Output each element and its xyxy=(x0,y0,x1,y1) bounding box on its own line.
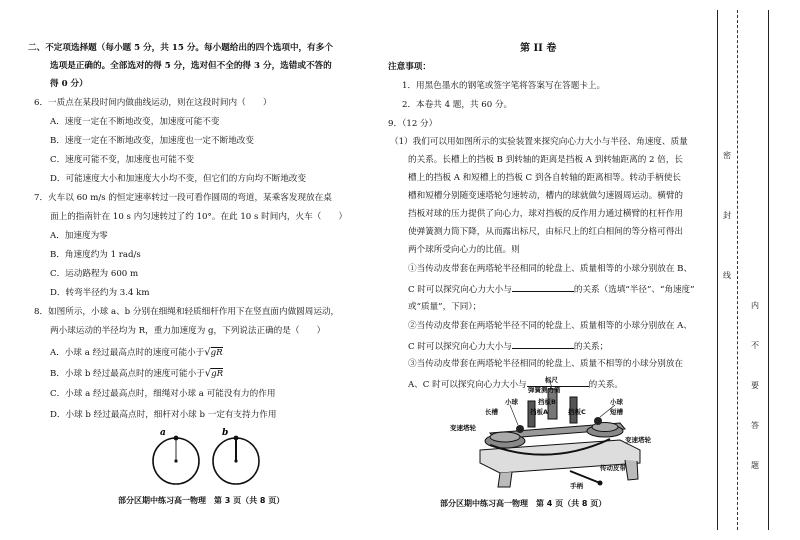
label-baffle-a: 挡板A xyxy=(530,408,549,416)
label-spring: 弹簧测力筒 xyxy=(528,386,561,394)
ball-a xyxy=(174,436,179,441)
item3-line2-pre: A、C 时可以探究向心力大小与 xyxy=(408,380,527,390)
item2-answer-blank[interactable] xyxy=(512,340,574,349)
notice-item-2: 2．本卷共 4 题，共 60 分。 xyxy=(402,100,513,110)
label-handle: 手柄 xyxy=(570,482,583,490)
label-scale: 标尺 xyxy=(545,376,558,384)
right-footer: 部分区期中练习高一物理 第 4 页（共 8 页） xyxy=(440,499,607,508)
label-baffle-b: 挡板B xyxy=(538,398,556,406)
q7-option-a: A．加速度为零 xyxy=(50,231,108,241)
left-footer: 部分区期中练习高一物理 第 3 页（共 8 页） xyxy=(118,496,285,505)
margin-line-1 xyxy=(717,10,718,530)
label-pulley-right: 变速塔轮 xyxy=(625,436,651,444)
item3-line2-post: 的关系。 xyxy=(588,380,624,390)
margin-char-2: 封 xyxy=(723,211,731,220)
item3-line1: ③当传动皮带套在两塔轮半径相同的轮盘上、质量不相等的小球分别放在 xyxy=(408,359,684,369)
item1-line3: 或“质量”，下同）； xyxy=(408,302,482,312)
item1-line2 xyxy=(408,283,695,296)
margin-char-1: 密 xyxy=(723,151,731,160)
label-short-slot: 短槽 xyxy=(610,408,623,416)
q8-figure xyxy=(140,425,270,485)
label-baffle-c: 挡板C xyxy=(568,408,586,416)
margin-line-2 xyxy=(768,10,769,530)
q8-option-a-text: A．小球 a 经过最高点时的速度可能小于 xyxy=(50,348,205,358)
q7-stem-line1: 7．火车以 60 m/s 的恒定速率转过一段可看作圆周的弯道，某乘客发现放在桌 xyxy=(34,193,332,203)
label-long-slot: 长槽 xyxy=(485,408,498,416)
apparatus-figure xyxy=(450,375,670,493)
section-title: 第 II 卷 xyxy=(520,43,557,54)
q8-stem-line2: 两小球运动的半径均为 R，重力加速度为 g，下列说法正确的是（ ） xyxy=(50,326,326,336)
pivot-a xyxy=(174,459,177,462)
q8-option-c: C．小球 a 经过最高点时，细绳对小球 a 可能没有力的作用 xyxy=(50,389,276,399)
label-pulley-left: 变速塔轮 xyxy=(450,424,476,432)
q8-sqrt-b: gR xyxy=(211,369,224,379)
q6-stem: 6．一质点在某段时间内做曲线运动，则在这段时间内（ ） xyxy=(34,98,272,108)
q9-para-5: 挡板对球的压力提供了向心力，球对挡板的反作用力通过横臂的杠杆作用 xyxy=(408,209,684,219)
label-ball-left: 小球 xyxy=(505,398,518,406)
q8-option-b: B．小球 b 经过最高点时的速度可能小于√gR xyxy=(50,368,224,379)
section-header-line2: 选项是正确的。全部选对的得 5 分，选对但不全的得 3 分，选错或不答的 xyxy=(50,61,332,71)
item1-answer-blank[interactable] xyxy=(512,283,574,292)
q8-option-a: A．小球 a 经过最高点时的速度可能小于√gR xyxy=(50,347,223,358)
q9-heading: 9．（12 分） xyxy=(388,119,438,129)
ball-b xyxy=(234,436,239,441)
q7-option-b: B．角速度约为 1 rad/s xyxy=(50,250,141,260)
item1-line1: ①当传动皮带套在两塔轮半径相同的轮盘上、质量相等的小球分别放在 B、 xyxy=(408,264,693,274)
item1-line2-pre: C 时可以探究向心力大小与 xyxy=(408,285,512,295)
label-belt: 传动皮带 xyxy=(600,464,626,472)
notice-item-1: 1．用黑色墨水的钢笔或签字笔将答案写在答题卡上。 xyxy=(402,81,606,91)
left-page xyxy=(0,0,380,540)
label-a: a xyxy=(160,428,166,438)
q7-stem-line2: 面上的指南针在 10 s 内匀速转过了约 10°。在此 10 s 时间内，火车（ ） xyxy=(50,212,348,222)
margin-char-6: 要 xyxy=(751,381,759,390)
q9-para-1: （1）我们可以用如图所示的实验装置来探究向心力大小与半径、角速度、质量 xyxy=(390,137,688,147)
q7-option-c: C．运动路程为 600 m xyxy=(50,269,139,279)
q8-option-b-text: B．小球 b 经过最高点时的速度可能小于 xyxy=(50,369,205,379)
pivot-b xyxy=(234,459,237,462)
q6-option-b: B．速度一定在不断地改变，加速度也一定不断地改变 xyxy=(50,136,254,146)
q6-option-c: C．速度可能不变，加速度也可能不变 xyxy=(50,155,195,165)
margin-char-8: 题 xyxy=(751,461,759,470)
q9-para-4: 槽和短槽分别随变速塔轮匀速转动，槽内的球就做匀速圆周运动。横臂的 xyxy=(408,191,684,201)
q7-option-d: D．转弯半径约为 3.4 km xyxy=(50,288,150,298)
q8-sqrt-a: gR xyxy=(210,348,223,358)
margin-char-7: 答 xyxy=(751,421,759,430)
q8-option-d: D．小球 b 经过最高点时，细杆对小球 b 一定有支持力作用 xyxy=(50,410,277,420)
margin-char-3: 线 xyxy=(723,271,731,280)
item2-line1: ②当传动皮带套在两塔轮半径不同的轮盘上、质量相等的小球分别放在 A、 xyxy=(408,321,692,331)
notice-heading: 注意事项： xyxy=(388,62,431,72)
label-ball-right: 小球 xyxy=(610,398,623,406)
q6-option-d: D．可能速度大小和加速度大小均不变，但它们的方向均不断地改变 xyxy=(50,174,307,184)
q8-stem-line1: 8．如图所示，小球 a、b 分别在细绳和轻质细杆作用下在竖直面内做圆周运动， xyxy=(34,307,340,317)
item2-line2-post: 的关系； xyxy=(573,342,609,352)
item2-line2 xyxy=(408,340,608,353)
q9-para-2: 的关系。长槽上的挡板 B 到转轴的距离是挡板 A 到转轴距离的 2 倍，长 xyxy=(408,155,684,165)
q9-para-6: 使弹簧测力筒下降，从而露出标尺，由标尺上的红白相间的等分格可得出 xyxy=(408,227,684,237)
q6-option-a: A．速度一定在不断地改变，加速度可能不变 xyxy=(50,117,220,127)
margin-char-4: 内 xyxy=(751,301,759,310)
section-header-line1: 二、不定项选择题（每小题 5 分，共 15 分。每小题给出的四个选项中，有多个 xyxy=(28,43,333,53)
section-header-line3: 得 0 分） xyxy=(50,79,88,89)
q9-para-7: 两个球所受向心力的比值。则 xyxy=(408,245,520,255)
margin-line-dashed xyxy=(737,10,738,530)
label-b: b xyxy=(222,428,229,438)
q9-para-3: 槽上的挡板 A 和短槽上的挡板 C 到各自转轴的距离相等。转动手柄使长 xyxy=(408,173,681,183)
item2-line2-pre: C 时可以探究向心力大小与 xyxy=(408,342,512,352)
item1-line2-post: 的关系（选填“半径”、“角速度” xyxy=(573,285,695,295)
margin-char-5: 不 xyxy=(751,341,759,350)
right-page xyxy=(380,0,710,540)
